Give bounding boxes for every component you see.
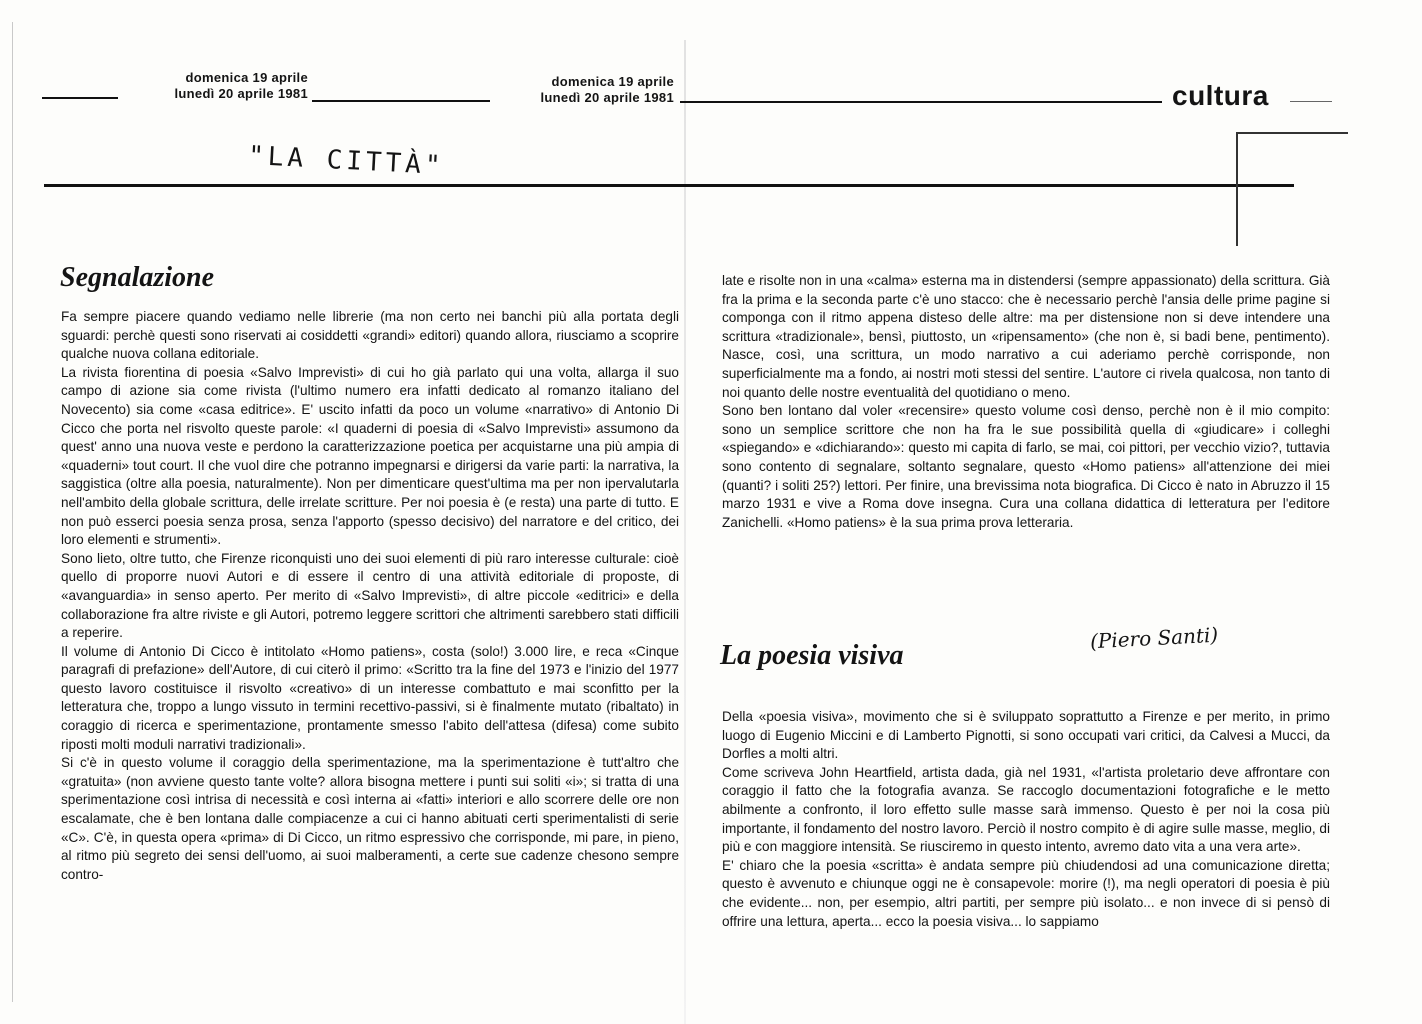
page-edge	[12, 22, 13, 1002]
left-date-line-1: domenica 19 aprile	[185, 70, 308, 85]
section-title: cultura	[1172, 80, 1269, 111]
page-fold	[684, 40, 686, 1024]
article1-paragraph: Sono lieto, oltre tutto, che Firenze riconquisti uno dei suoi elementi di più raro interesse culturale: cioè quello di proporre nuovi Autori e di essere il centro di una attività editoriale di proposte, di «avanguardia» in senso aperto. Per merito di «Salvo Imprevisti», di altre piccole «editrici» e della collaborazione fra altre riviste e gli Autori, potremo leggere scrittori che altrimenti sarebbero stati difficili a reperire.	[61, 550, 679, 641]
article-title-poesia-visiva: La poesia visiva	[720, 640, 904, 671]
handwritten-author: (Piero Santi)	[1089, 622, 1219, 654]
photo-corner-mark	[1236, 132, 1348, 246]
right-date	[488, 74, 674, 106]
header-rule-end	[1290, 101, 1332, 102]
header-rule-left	[42, 97, 118, 99]
header-rule-middle	[312, 100, 490, 102]
article2-paragraph: Della «poesia visiva», movimento che si è sviluppato soprattutto a Firenze e per merito, in primo luogo di Eugenio Miccini e di Lamberto Pignotti, si sono occupati vari critici, da Calvesi a Mucci, da Dorfles a molti altri.	[722, 709, 1330, 762]
article2-paragraph: Come scriveva John Heartfield, artista dada, già nel 1931, «l'artista proletario deve affrontare con coraggio il fatto che la fotografia avanza. Se raccoglo documentazioni fotografiche e le metto abilmente a confronto, il loro effetto sulle masse sarà immenso. Questo è per noi la cosa più importante, il fondamento del nostro lavoro. Perciò il nostro compito è di agire sulle masse, meglio, di più e con maggiore intensità. Se riusciremo in questo intento, avremo dato vita a una vera arte».	[722, 764, 1330, 855]
article1-paragraph: Fa sempre piacere quando vediamo nelle librerie (ma non certo nei banchi più alla portata degli sguardi: perchè questi sono riservati ai cosiddetti «grandi» editori) quando allora, riusciamo a scoprire qualche nuova collana editoriale.	[61, 309, 679, 362]
masthead-rule	[44, 184, 1294, 187]
article2-paragraph: E' chiaro che la poesia «scritta» è andata sempre più chiudendosi ad una comunicazione diretta; questo è avvenuto e chiunque oggi ne è consapevole: morire (!), ma negli operatori di poesia è più che evidente... non, per esempio, altri partiti, per sempre più isolato... e non invece di si pensò di offrire una lettura, aperta... ecco la poesia visiva... lo sappiamo	[722, 857, 1330, 929]
right-date-line-2: lunedì 20 aprile 1981	[540, 90, 674, 105]
right-date-line-1: domenica 19 aprile	[551, 74, 674, 89]
article1-paragraph: Sono ben lontano dal voler «recensire» questo volume così denso, perchè non è il mio compito: sono un semplice scrittore che non ha fra le sue possibilità quella di «giudicare» i colleghi «spiegando» e «dichiarando»: questo mi capita di farlo, se mai, coi pittori, per vecchio vizio?, tuttavia sono contento di segnalare, soltanto segnalare, questo «Homo patiens» all'attenzione dei miei (quanti? i soliti 25?) lettori. Per finire, una brevissima nota biografica. Di Cicco è nato in Abruzzo il 15 marzo 1931 e vive a Roma dove insegna. Cura una collana didattica di letteratura per l'editore Zanichelli. «Homo patiens» è la sua prima prova letteraria.	[722, 403, 1330, 530]
handwritten-title: "LA CITTÀ"	[247, 140, 446, 182]
article1-paragraph: Si c'è in questo volume il coraggio della sperimentazione, ma la sperimentazione è tutt'altro che «gratuita» (non avviene questo tante volte? allora bisogna mettere i punti sui soliti «i»; si tratta di una sperimentazione così intrisa di necessità e così interna ai «fatti» interiori e allo scorrere delle ore non escalamate, che è ben lontana dalle compiacenze a cui ci hanno abituati certi sperimentalisti di serie «C». C'è, in questa opera «prima» di Di Cicco, un ritmo espressivo che corrisponde, mi pare, in pieno, al ritmo più segreto dei sensi dell'uomo, ai suoi malberamenti, a certe sue cadenze chesono sempre contro-	[61, 755, 679, 882]
left-date-line-2: lunedì 20 aprile 1981	[174, 86, 308, 101]
article1-right-column	[722, 272, 1330, 532]
article1-left-column	[61, 308, 679, 884]
article-title-segnalazione: Segnalazione	[60, 262, 215, 293]
article1-paragraph: late e risolte non in una «calma» esterna ma in distendersi (sempre appassionato) della scrittura. Già fra la prima e la seconda parte c'è uno stacco: che è necessario perchè l'ansia delle prime pagine si componga con il ritmo appena disteso delle altre: ma per distensione non si deve intendere una scrittura «tradizionale», bensì, piuttosto, un «ripensamento» (che non è, si badi bene, pentimento). Nasce, così, una scrittura, un modo narrativo a cui aderiamo perchè corrisponde, non superficialmente ma a fondo, ai nostri moti stessi del sentire. L'autore ci rivela qualcosa, non tanto di noi quanto delle nostre eventualità del quotidiano o meno.	[722, 273, 1330, 400]
article2-column	[722, 708, 1330, 931]
article1-paragraph: La rivista fiorentina di poesia «Salvo Imprevisti» di cui ho già parlato qui una volta, allarga il suo campo di azione sia come rivista (l'ultimo numero era infatti dedicato al romanzo italiano del Novecento) sia come «casa editrice». E' uscito infatti da poco un volume «narrativo» di Antonio Di Cicco che porta nel risvolto queste parole: «I quaderni di poesia di «Salvo Imprevisti» assumono da quest' anno una nuova veste e perdono la caratterizzazione poetica per acquistarne una più ampia di «quaderni» tout court. Il che vuol dire che potranno impegnarsi e dirigersi da varie parti: la narrativa, la saggistica (oltre alla poesia, naturalmente). Non per dimenticare quest'ultima ma per non ipervalutarla nell'ambito della globale scrittura, delle irrelate scritture. Per noi poesia è (e resta) una parte di tutto. E non può esserci poesia senza prosa, senza l'apporto (spesso decisivo) del narratore e del critico, dei loro elementi e strumenti».	[61, 364, 679, 548]
left-date	[118, 70, 308, 102]
header-rule-right	[680, 101, 1162, 103]
article1-paragraph: Il volume di Antonio Di Cicco è intitolato «Homo patiens», costa (solo!) 3.000 lire, e reca «Cinque paragrafi di prefazione» dell'Autore, di cui citerò il primo: «Scritto tra la fine del 1973 e l'inizio del 1977 questo lavoro costituisce il risvolto «creativo» di un interesse combattuto e mai sconfitto per la letteratura che, troppo a lungo vissuto in termini recettivo-passivi, si è finalmente mutato (ribaltato) in coraggio di ricerca e sperimentazione, prontamente smesso l'abito dell'attesa (difesa) come subito riposti molti moduli narrativi tradizionali».	[61, 643, 679, 752]
